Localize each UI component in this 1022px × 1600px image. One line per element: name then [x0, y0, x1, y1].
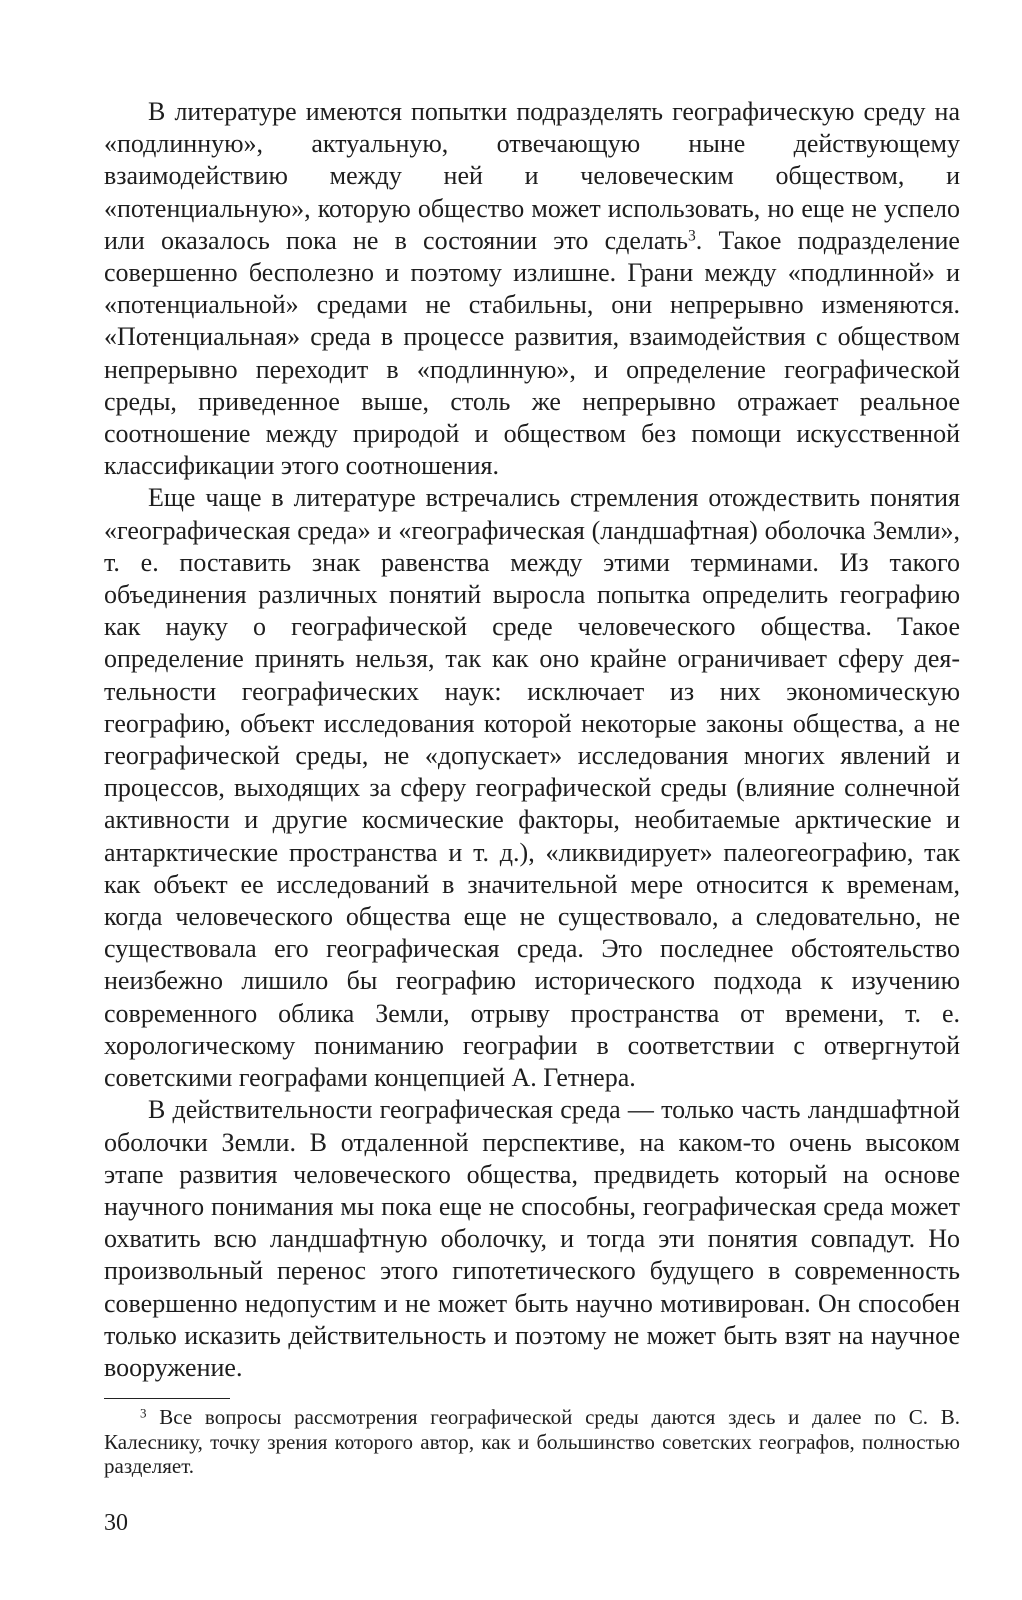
footnote-mark: 3: [140, 1405, 147, 1421]
paragraph-1-text-after-footnote: . Такое подразделение совершенно бесполезно и поэтому излишне. Грани между «подлинной» и «потенциальной» средами не стабильны, они непрерывно изменяются. «Потенциальная» среда в процессе развития, взаимодействия с обществом непрерывно переходит в «подлинную», и определение географической среды, приведенное выше, столь же непрерывно отражает реальное соотношение между природой и обществом без помощи искусственной классификации этого соотношения.: [104, 225, 960, 481]
paragraph-3: В действительности географическая среда — только часть ландшафтной оболочки Земли. В отдаленной перспективе, на каком-то очень высоком этапе развития человеческого общества, предвидеть который на основе научного понимания мы пока еще не способны, географическая среда может охватить всю ландшафтную оболочку, и тогда эти понятия совпадут. Но произвольный перенос этого гипотетического будущего в современность совершенно недопустим и не может быть научно мотивирован. Он способен только исказить действительность и поэтому не может быть взят на научное вооружение.: [104, 1095, 960, 1382]
footnote-text: Все вопросы рассмотрения географической среды даются здесь и далее по С. В. Калеснику, точку зрения которого автор, как и большинство советских географов, полностью разделяет.: [104, 1405, 960, 1479]
footnote: [104, 1405, 960, 1479]
paragraph-1: [104, 96, 960, 482]
page-body: [104, 96, 960, 1479]
footnote-divider: [104, 1398, 230, 1399]
footnote-reference: 3: [687, 227, 696, 245]
paragraph-1-text-before-footnote: В литературе имеются попытки подразделять географическую среду на «подлинную», актуальную, отвечающую ныне действующему взаимодействию между ней и человеческим обществом, и «потенциальную», которую общество может использовать, но еще не успело или оказалось пока не в состоянии это сделать: [104, 97, 960, 255]
page-number: 30: [104, 1510, 128, 1536]
paragraph-2: Еще чаще в литературе встречались стремления отождествить понятия «географическая среда» и «географическая (ландшафтная) оболочка Земли», т. е. поставить знак равенства между этими терминами. Из такого объединения различных понятий выросла попытка определить географию как науку о географической среде человеческого общества. Такое определение принять нельзя, так как оно крайне ограничивает сферу деятельности географических наук: исключает из них экономическую географию, объект исследования которой некоторые законы общества, а не географической среды, не «допускает» исследования многих явлений и процессов, выходящих за сферу географической среды (влияние солнечной активности и другие космические факторы, необитаемые арктические и антарктические пространства и т. д.), «ликвидирует» палеогеографию, так как объект ее исследований в значительной мере относится к временам, когда человеческого общества еще не существовало, а следовательно, не существовала его географическая среда. Это последнее обстоятельство неизбежно лишило бы географию исторического подхода к изучению современного облика Земли, отрыву пространства от времени, т. е. хорологическому пониманию географии в соответствии с отвергнутой советскими географами концепцией А. Гетнера.: [104, 483, 960, 1093]
